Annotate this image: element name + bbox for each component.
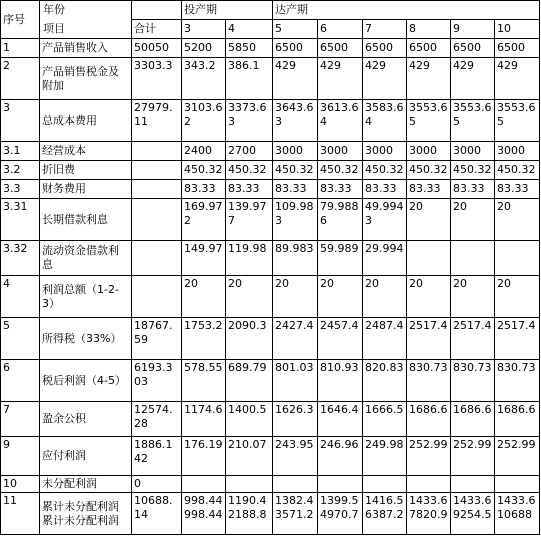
row-value: 3553.65 bbox=[495, 100, 540, 142]
table-row bbox=[1, 100, 540, 142]
row-value: 1382.43571.2 bbox=[273, 493, 318, 535]
row-value: 450.32 bbox=[273, 161, 318, 180]
header-row-1 bbox=[1, 1, 540, 20]
row-value bbox=[451, 476, 495, 493]
row-value bbox=[495, 241, 540, 276]
row-value: 1399.54970.7 bbox=[318, 493, 363, 535]
row-item: 折旧费 bbox=[40, 161, 132, 180]
row-value: 2517.4 bbox=[407, 318, 451, 360]
row-value bbox=[407, 476, 451, 493]
row-value: 1416.56387.2 bbox=[363, 493, 407, 535]
row-number: 3.32 bbox=[1, 241, 40, 276]
table-row bbox=[1, 276, 540, 318]
row-value: 252.99 bbox=[407, 437, 451, 476]
row-value: 429 bbox=[318, 58, 363, 100]
row-total: 50050 bbox=[132, 39, 182, 58]
row-value: 1433.610688 bbox=[495, 493, 540, 535]
row-value: 20 bbox=[407, 276, 451, 318]
row-value: 252.99 bbox=[495, 437, 540, 476]
row-value: 386.1 bbox=[226, 58, 273, 100]
row-value: 29.994 bbox=[363, 241, 407, 276]
row-item: 所得税（33%） bbox=[40, 318, 132, 360]
row-total bbox=[132, 180, 182, 199]
row-value: 578.55 bbox=[182, 360, 226, 402]
row-value: 83.33 bbox=[273, 180, 318, 199]
year-header-cell: 7 bbox=[363, 20, 407, 39]
row-value: 450.32 bbox=[182, 161, 226, 180]
table-row bbox=[1, 360, 540, 402]
row-value: 3000 bbox=[451, 142, 495, 161]
row-number: 9 bbox=[1, 437, 40, 476]
row-value: 176.19 bbox=[182, 437, 226, 476]
row-total bbox=[132, 142, 182, 161]
row-item: 产品销售税金及附加 bbox=[40, 58, 132, 100]
row-item: 流动资金借款利息 bbox=[40, 241, 132, 276]
row-number: 2 bbox=[1, 58, 40, 100]
row-value: 20 bbox=[495, 199, 540, 241]
row-value: 3000 bbox=[318, 142, 363, 161]
row-value: 59.989 bbox=[318, 241, 363, 276]
row-value: 149.97 bbox=[182, 241, 226, 276]
row-value: 20 bbox=[451, 199, 495, 241]
row-value: 450.32 bbox=[318, 161, 363, 180]
row-value bbox=[182, 476, 226, 493]
row-total: 3303.3 bbox=[132, 58, 182, 100]
year-header-cell: 8 bbox=[407, 20, 451, 39]
table-row bbox=[1, 493, 540, 535]
table-row bbox=[1, 318, 540, 360]
table-row bbox=[1, 402, 540, 437]
row-value: 2700 bbox=[226, 142, 273, 161]
row-value: 3553.65 bbox=[407, 100, 451, 142]
row-value: 429 bbox=[495, 58, 540, 100]
row-total: 0 bbox=[132, 476, 182, 493]
row-value: 6500 bbox=[318, 39, 363, 58]
row-value: 1190.42188.8 bbox=[226, 493, 273, 535]
row-value: 20 bbox=[273, 276, 318, 318]
row-value: 79.9886 bbox=[318, 199, 363, 241]
row-value: 83.33 bbox=[451, 180, 495, 199]
row-value: 83.33 bbox=[226, 180, 273, 199]
row-value: 2457.4 bbox=[318, 318, 363, 360]
row-item: 盈余公积 bbox=[40, 402, 132, 437]
row-value: 5200 bbox=[182, 39, 226, 58]
row-total: 10688.14 bbox=[132, 493, 182, 535]
row-number: 7 bbox=[1, 402, 40, 437]
row-number: 3.1 bbox=[1, 142, 40, 161]
row-value: 1626.3 bbox=[273, 402, 318, 437]
row-value: 20 bbox=[318, 276, 363, 318]
row-value: 810.93 bbox=[318, 360, 363, 402]
row-value: 998.44998.44 bbox=[182, 493, 226, 535]
row-value: 1753.2 bbox=[182, 318, 226, 360]
row-value: 3583.64 bbox=[363, 100, 407, 142]
row-value: 450.32 bbox=[451, 161, 495, 180]
row-number: 3.31 bbox=[1, 199, 40, 241]
row-value: 1400.5 bbox=[226, 402, 273, 437]
row-value: 83.33 bbox=[407, 180, 451, 199]
row-value: 249.98 bbox=[363, 437, 407, 476]
row-value: 89.983 bbox=[273, 241, 318, 276]
row-value: 246.96 bbox=[318, 437, 363, 476]
row-value: 20 bbox=[182, 276, 226, 318]
total-header-top bbox=[132, 1, 182, 20]
row-value: 3000 bbox=[495, 142, 540, 161]
row-item: 长期借款利息 bbox=[40, 199, 132, 241]
row-total: 6193.303 bbox=[132, 360, 182, 402]
row-number: 3.3 bbox=[1, 180, 40, 199]
row-item: 产品销售收入 bbox=[40, 39, 132, 58]
year-header-cell: 4 bbox=[226, 20, 273, 39]
year-header-cell: 5 bbox=[273, 20, 318, 39]
table-row bbox=[1, 142, 540, 161]
row-value: 83.33 bbox=[363, 180, 407, 199]
row-item: 利润总额（1-2-3） bbox=[40, 276, 132, 318]
row-value: 450.32 bbox=[363, 161, 407, 180]
table-row bbox=[1, 476, 540, 493]
row-value: 210.07 bbox=[226, 437, 273, 476]
row-total bbox=[132, 276, 182, 318]
row-value: 1686.6 bbox=[451, 402, 495, 437]
row-value: 3000 bbox=[273, 142, 318, 161]
row-value: 139.977 bbox=[226, 199, 273, 241]
row-value: 2517.4 bbox=[451, 318, 495, 360]
row-value: 429 bbox=[363, 58, 407, 100]
row-total bbox=[132, 241, 182, 276]
row-value: 5850 bbox=[226, 39, 273, 58]
row-value: 6500 bbox=[451, 39, 495, 58]
table-row bbox=[1, 437, 540, 476]
row-value: 3103.62 bbox=[182, 100, 226, 142]
row-value: 252.99 bbox=[451, 437, 495, 476]
total-header: 合计 bbox=[132, 20, 182, 39]
row-item: 经营成本 bbox=[40, 142, 132, 161]
row-number: 3 bbox=[1, 100, 40, 142]
row-value: 3000 bbox=[363, 142, 407, 161]
table-body bbox=[1, 1, 540, 535]
row-value: 429 bbox=[407, 58, 451, 100]
row-item: 税后利润（4-5） bbox=[40, 360, 132, 402]
row-value: 1686.6 bbox=[407, 402, 451, 437]
row-value: 450.32 bbox=[226, 161, 273, 180]
year-header: 年份 bbox=[43, 3, 65, 16]
row-value: 3613.64 bbox=[318, 100, 363, 142]
row-value: 801.03 bbox=[273, 360, 318, 402]
row-value bbox=[407, 241, 451, 276]
row-value: 343.2 bbox=[182, 58, 226, 100]
row-value: 6500 bbox=[495, 39, 540, 58]
row-value: 450.32 bbox=[495, 161, 540, 180]
row-value: 1686.6 bbox=[495, 402, 540, 437]
row-value bbox=[226, 476, 273, 493]
row-value: 1433.69254.5 bbox=[451, 493, 495, 535]
row-value: 243.95 bbox=[273, 437, 318, 476]
row-total bbox=[132, 199, 182, 241]
row-item: 总成本费用 bbox=[40, 100, 132, 142]
table-row bbox=[1, 199, 540, 241]
row-value: 169.972 bbox=[182, 199, 226, 241]
row-value: 429 bbox=[451, 58, 495, 100]
item-header: 项目 bbox=[43, 22, 65, 35]
row-value: 3643.63 bbox=[273, 100, 318, 142]
table-row bbox=[1, 161, 540, 180]
year-header-cell: 10 bbox=[495, 20, 540, 39]
invest-period-header: 投产期 bbox=[182, 1, 273, 20]
row-value: 820.83 bbox=[363, 360, 407, 402]
row-value: 429 bbox=[273, 58, 318, 100]
row-value: 83.33 bbox=[182, 180, 226, 199]
row-value: 20 bbox=[363, 276, 407, 318]
row-value bbox=[495, 476, 540, 493]
row-value: 20 bbox=[226, 276, 273, 318]
reach-period-header: 达产期 bbox=[273, 1, 540, 20]
row-value: 3553.65 bbox=[451, 100, 495, 142]
row-value: 689.79 bbox=[226, 360, 273, 402]
row-value: 119.98 bbox=[226, 241, 273, 276]
row-item: 未分配利润 bbox=[40, 476, 132, 493]
row-item: 应付利润 bbox=[40, 437, 132, 476]
row-value bbox=[363, 476, 407, 493]
year-header-cell: 3 bbox=[182, 20, 226, 39]
row-total: 12574.28 bbox=[132, 402, 182, 437]
row-value: 2427.4 bbox=[273, 318, 318, 360]
row-value: 83.33 bbox=[495, 180, 540, 199]
row-total bbox=[132, 161, 182, 180]
row-value: 1433.67820.9 bbox=[407, 493, 451, 535]
table-row bbox=[1, 241, 540, 276]
row-value: 3000 bbox=[407, 142, 451, 161]
row-number: 4 bbox=[1, 276, 40, 318]
row-value: 830.73 bbox=[407, 360, 451, 402]
row-value: 2400 bbox=[182, 142, 226, 161]
row-item: 累计未分配利润累计未分配利润 bbox=[40, 493, 132, 535]
row-total: 27979.11 bbox=[132, 100, 182, 142]
row-value: 83.33 bbox=[318, 180, 363, 199]
row-item: 财务费用 bbox=[40, 180, 132, 199]
row-value: 2090.3 bbox=[226, 318, 273, 360]
year-header-cell: 9 bbox=[451, 20, 495, 39]
row-value: 20 bbox=[407, 199, 451, 241]
row-number: 11 bbox=[1, 493, 40, 535]
seq-header: 序号 bbox=[1, 1, 40, 39]
row-value: 1646.4 bbox=[318, 402, 363, 437]
row-number: 1 bbox=[1, 39, 40, 58]
row-value: 2487.4 bbox=[363, 318, 407, 360]
table-row bbox=[1, 39, 540, 58]
row-value: 450.32 bbox=[407, 161, 451, 180]
row-value: 6500 bbox=[407, 39, 451, 58]
row-value: 20 bbox=[495, 276, 540, 318]
row-value: 6500 bbox=[273, 39, 318, 58]
row-number: 10 bbox=[1, 476, 40, 493]
table-row bbox=[1, 180, 540, 199]
row-value: 6500 bbox=[363, 39, 407, 58]
row-value: 1174.6 bbox=[182, 402, 226, 437]
row-value bbox=[451, 241, 495, 276]
row-number: 5 bbox=[1, 318, 40, 360]
row-value: 2517.4 bbox=[495, 318, 540, 360]
row-number: 3.2 bbox=[1, 161, 40, 180]
year-header-cell: 6 bbox=[318, 20, 363, 39]
row-value bbox=[273, 476, 318, 493]
row-value: 1666.5 bbox=[363, 402, 407, 437]
row-value: 3373.63 bbox=[226, 100, 273, 142]
row-total: 18767.59 bbox=[132, 318, 182, 360]
row-value: 830.73 bbox=[495, 360, 540, 402]
row-value: 830.73 bbox=[451, 360, 495, 402]
year-item-header bbox=[40, 1, 132, 39]
row-value: 109.983 bbox=[273, 199, 318, 241]
row-number: 6 bbox=[1, 360, 40, 402]
row-value: 49.9943 bbox=[363, 199, 407, 241]
row-total: 1886.142 bbox=[132, 437, 182, 476]
row-value: 20 bbox=[451, 276, 495, 318]
table-row bbox=[1, 58, 540, 100]
row-value bbox=[318, 476, 363, 493]
